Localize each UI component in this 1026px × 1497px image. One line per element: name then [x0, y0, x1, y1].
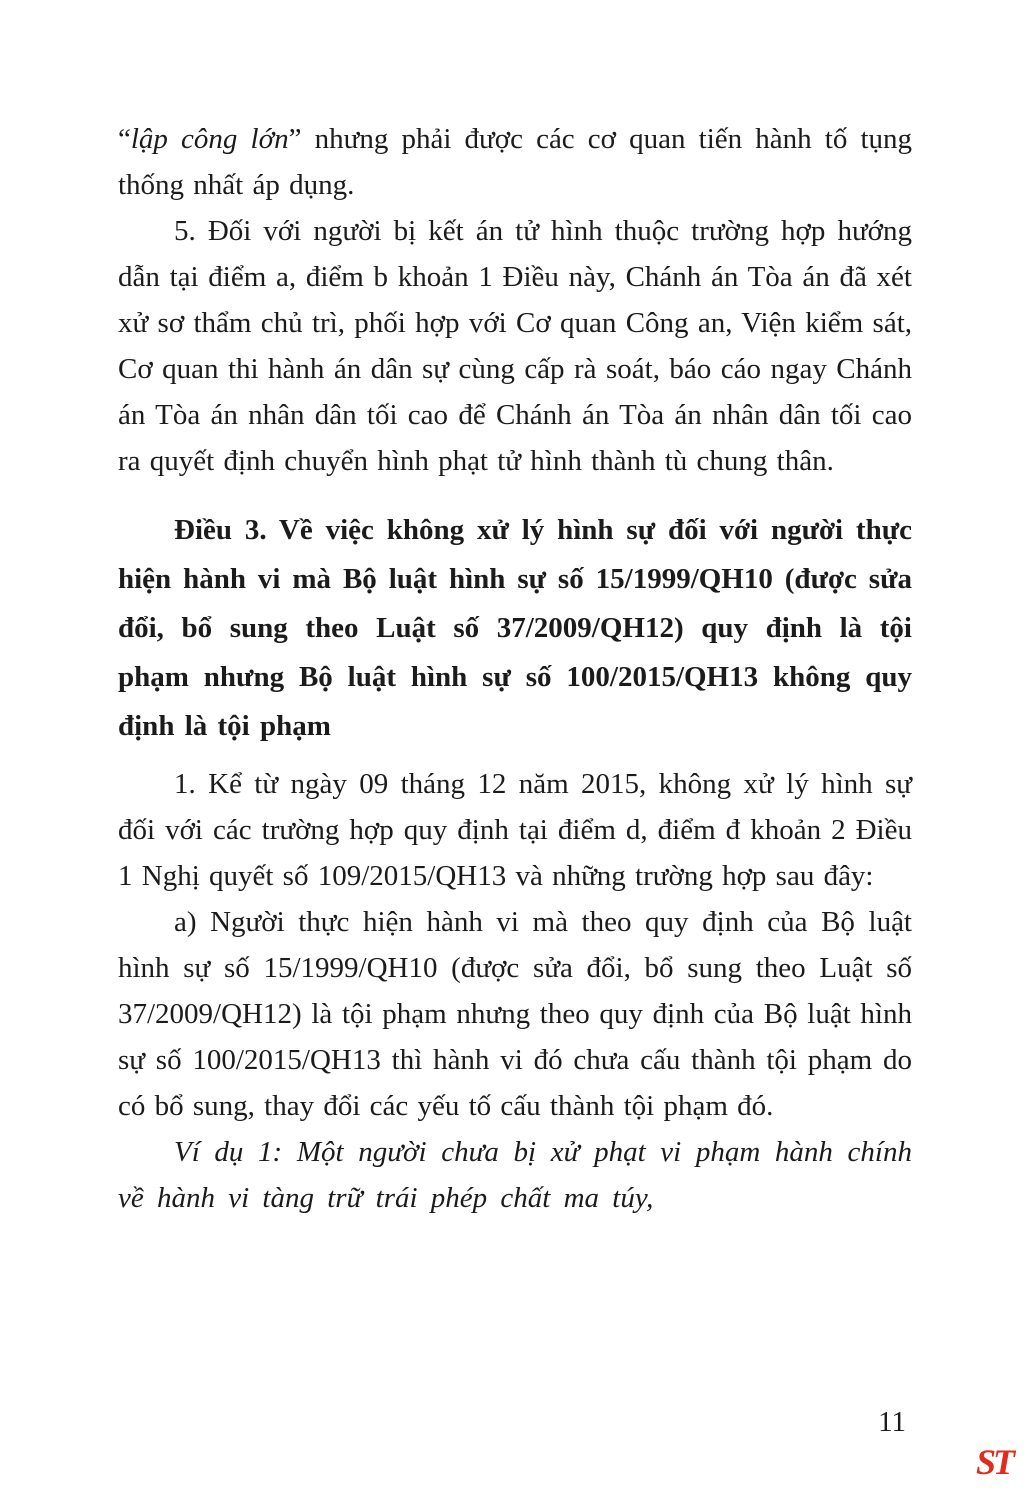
text-run: 5. Đối với người bị kết án tử hình thuộc trường hợp hướng dẫn tại điểm a, điểm b khoản 1 Điều này, Chánh án Tòa án đã xét xử sơ thẩm chủ trì, phối hợp với Cơ quan Công an, Viện kiểm sát, Cơ quan thi hành án dân sự cùng cấp rà soát, báo cáo ngay Chánh án Tòa án nhân dân tối cao để Chánh án Tòa án nhân dân tối cao ra quyết định chuyển hình phạt tử hình thành tù chung thân. — [118, 215, 912, 477]
paragraph-example-1 — [118, 1129, 912, 1221]
paragraph-clause-1 — [118, 761, 912, 899]
text-run: lập công lớn — [130, 123, 289, 155]
paragraph-continuation — [118, 116, 912, 208]
page-number: 11 — [878, 1406, 906, 1438]
text-run: Điều 3. Về việc không xử lý hình sự đối với người thực hiện hành vi mà Bộ luật hình sự số 15/1999/QH10 (được sửa đổi, bổ sung theo Luật số 37/2009/QH12) quy định là tội phạm nhưng Bộ luật hình sự số 100/2015/QH13 không quy định là tội phạm — [118, 514, 912, 742]
text-run: ” nhưng phải được các cơ quan tiến hành tố tụng thống nhất áp dụng. — [118, 123, 913, 201]
text-run: a) Người thực hiện hành vi mà theo quy định của Bộ luật hình sự số 15/1999/QH10 (được sửa đổi, bổ sung theo Luật số 37/2009/QH12) là tội phạm nhưng theo quy định của Bộ luật hình sự số 100/2015/QH13 thì hành vi đó chưa cấu thành tội phạm do có bổ sung, thay đổi các yếu tố cấu thành tội phạm đó. — [118, 906, 912, 1122]
paragraph-point-a — [118, 899, 912, 1129]
text-run: 1. Kể từ ngày 09 tháng 12 năm 2015, không xử lý hình sự đối với các trường hợp quy định tại điểm d, điểm đ khoản 2 Điều 1 Nghị quyết số 109/2015/QH13 và những trường hợp sau đây: — [118, 768, 912, 892]
text-run: Ví dụ 1: Một người chưa bị xử phạt vi phạm hành chính về hành vi tàng trữ trái phép chất ma túy, — [118, 1136, 912, 1214]
document-body — [118, 116, 912, 1221]
heading-article-3 — [118, 506, 912, 751]
text-run: “ — [118, 123, 131, 155]
publisher-logo: ST — [975, 1442, 1012, 1482]
paragraph-clause-5 — [118, 208, 912, 484]
